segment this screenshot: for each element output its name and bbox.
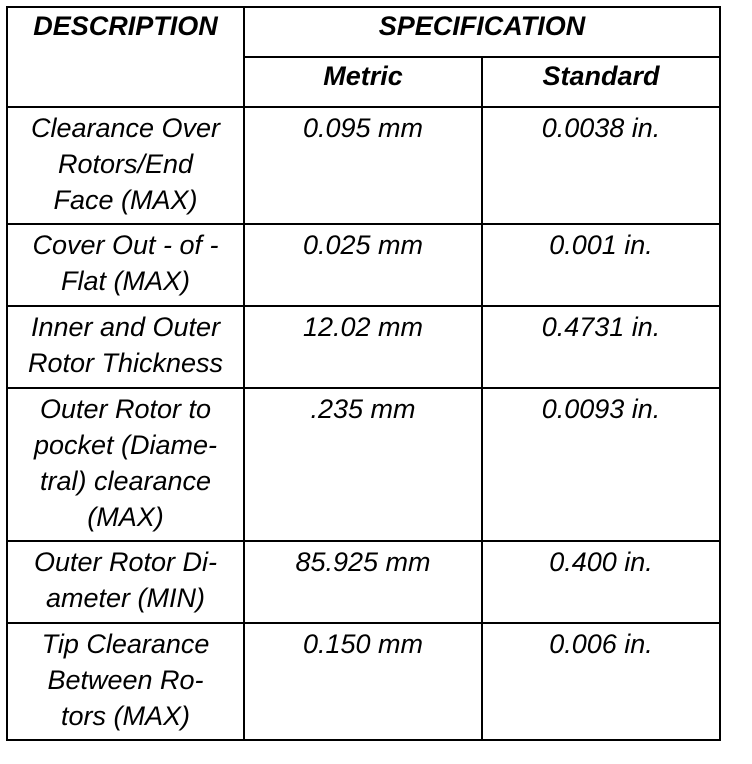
specification-table [6,6,721,741]
row-description [7,306,244,388]
description-line: Clearance Over [30,113,221,143]
description-line: Tip Clearance [41,629,210,659]
description-line: Cover Out - of - [32,230,219,260]
row-standard: 0.001 in. [482,224,720,306]
description-line: ameter (MIN) [45,583,205,613]
description-line: Outer Rotor Di- [33,547,218,577]
row-metric: 85.925 mm [244,541,482,623]
row-standard: 0.4731 in. [482,306,720,388]
header-specification: SPECIFICATION [244,7,720,57]
row-standard: 0.006 in. [482,623,720,740]
row-metric: 0.095 mm [244,107,482,224]
header-metric: Metric [244,57,482,107]
table-row [7,306,720,388]
description-line: Between Ro- [47,665,204,695]
description-line: Flat (MAX) [60,266,190,296]
description-line: Face (MAX) [53,185,198,215]
row-description [7,224,244,306]
table-row [7,541,720,623]
row-metric: 0.150 mm [244,623,482,740]
table-row [7,107,720,224]
row-standard: 0.0038 in. [482,107,720,224]
row-standard: 0.400 in. [482,541,720,623]
description-line: pocket (Diame- [33,430,218,460]
description-line: tors (MAX) [60,701,190,731]
header-description: DESCRIPTION [7,7,244,107]
row-metric: 12.02 mm [244,306,482,388]
description-line: Rotor Thickness [27,348,224,378]
row-description [7,388,244,541]
row-metric: 0.025 mm [244,224,482,306]
table-row [7,623,720,740]
table-row [7,388,720,541]
description-line: (MAX) [87,502,164,532]
row-metric: .235 mm [244,388,482,541]
description-line: Outer Rotor to [39,394,212,424]
row-standard: 0.0093 in. [482,388,720,541]
header-standard: Standard [482,57,720,107]
row-description [7,107,244,224]
row-description [7,623,244,740]
row-description [7,541,244,623]
description-line: Inner and Outer [30,312,221,342]
description-line: Rotors/End [57,149,194,179]
table-row [7,224,720,306]
description-line: tral) clearance [39,466,212,496]
